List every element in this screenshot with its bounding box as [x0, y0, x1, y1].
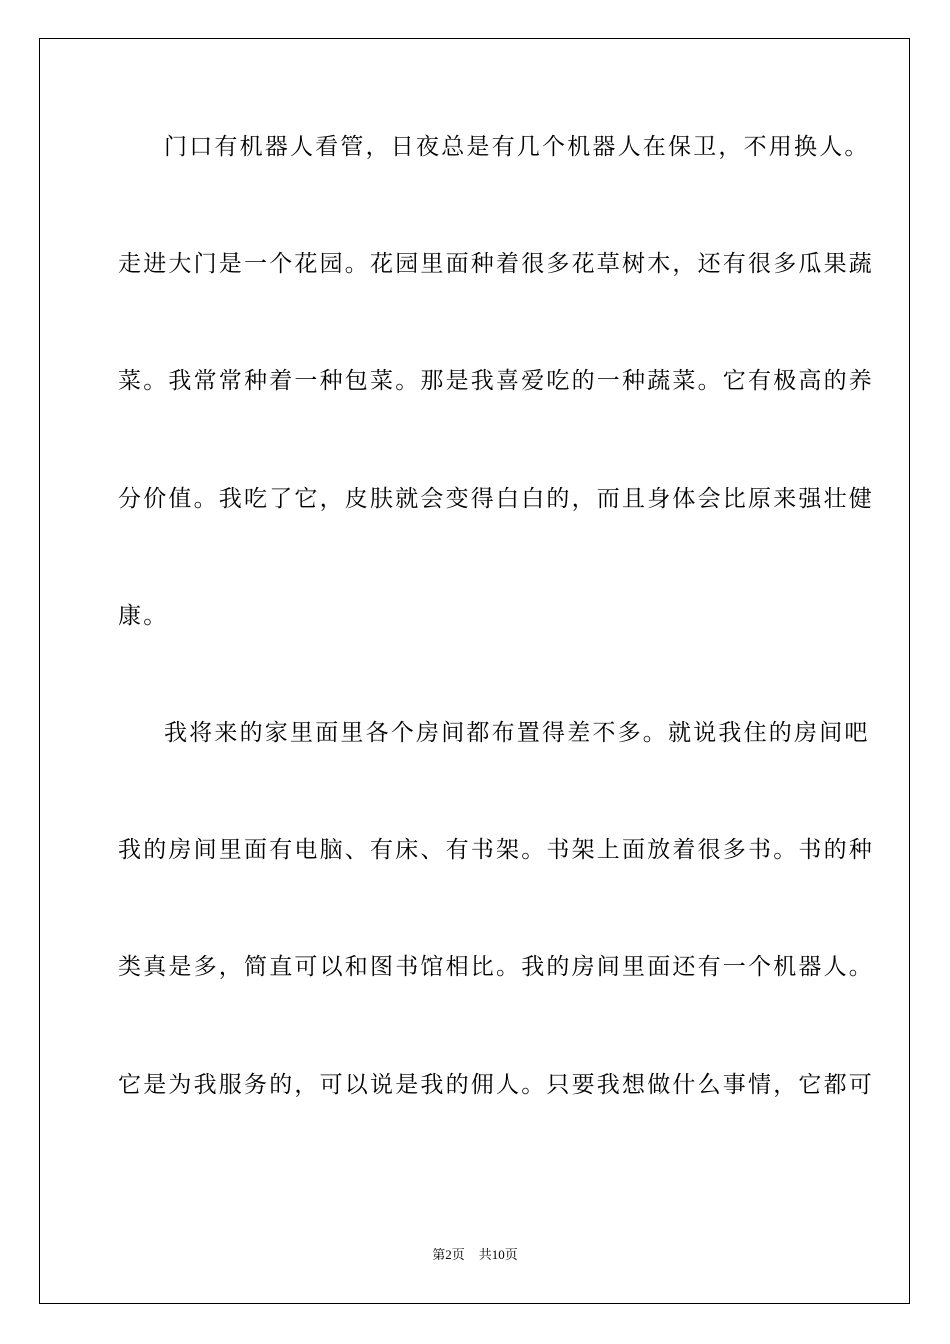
paragraph-line: 我将来的家里面里各个房间都布置得差不多。就说我住的房间吧	[164, 719, 870, 746]
page-footer	[0, 1246, 950, 1264]
paragraph-line: 门口有机器人看管，日夜总是有几个机器人在保卫，不用换人。	[164, 134, 870, 160]
paragraph-line: 类真是多，简直可以和图书馆相比。我的房间里面还有一个机器人。	[118, 954, 874, 981]
paragraph-line: 我的房间里面有电脑、有床、有书架。书架上面放着很多书。书的种	[118, 837, 874, 864]
paragraph-line: 它是为我服务的，可以说是我的佣人。只要我想做什么事情，它都可	[118, 1071, 874, 1098]
paragraph-line: 康。	[118, 602, 169, 629]
paragraph-line: 走进大门是一个花园。花园里面种着很多花草树木，还有很多瓜果蔬	[118, 251, 874, 278]
page-total: 共10页	[478, 1247, 518, 1262]
paragraph-line: 菜。我常常种着一种包菜。那是我喜爱吃的一种蔬菜。它有极高的养	[118, 368, 874, 395]
paragraph-line: 分价值。我吃了它，皮肤就会变得白白的，而且身体会比原来强壮健	[118, 485, 874, 512]
document-body	[118, 127, 874, 1182]
page-number: 第2页	[432, 1247, 465, 1262]
